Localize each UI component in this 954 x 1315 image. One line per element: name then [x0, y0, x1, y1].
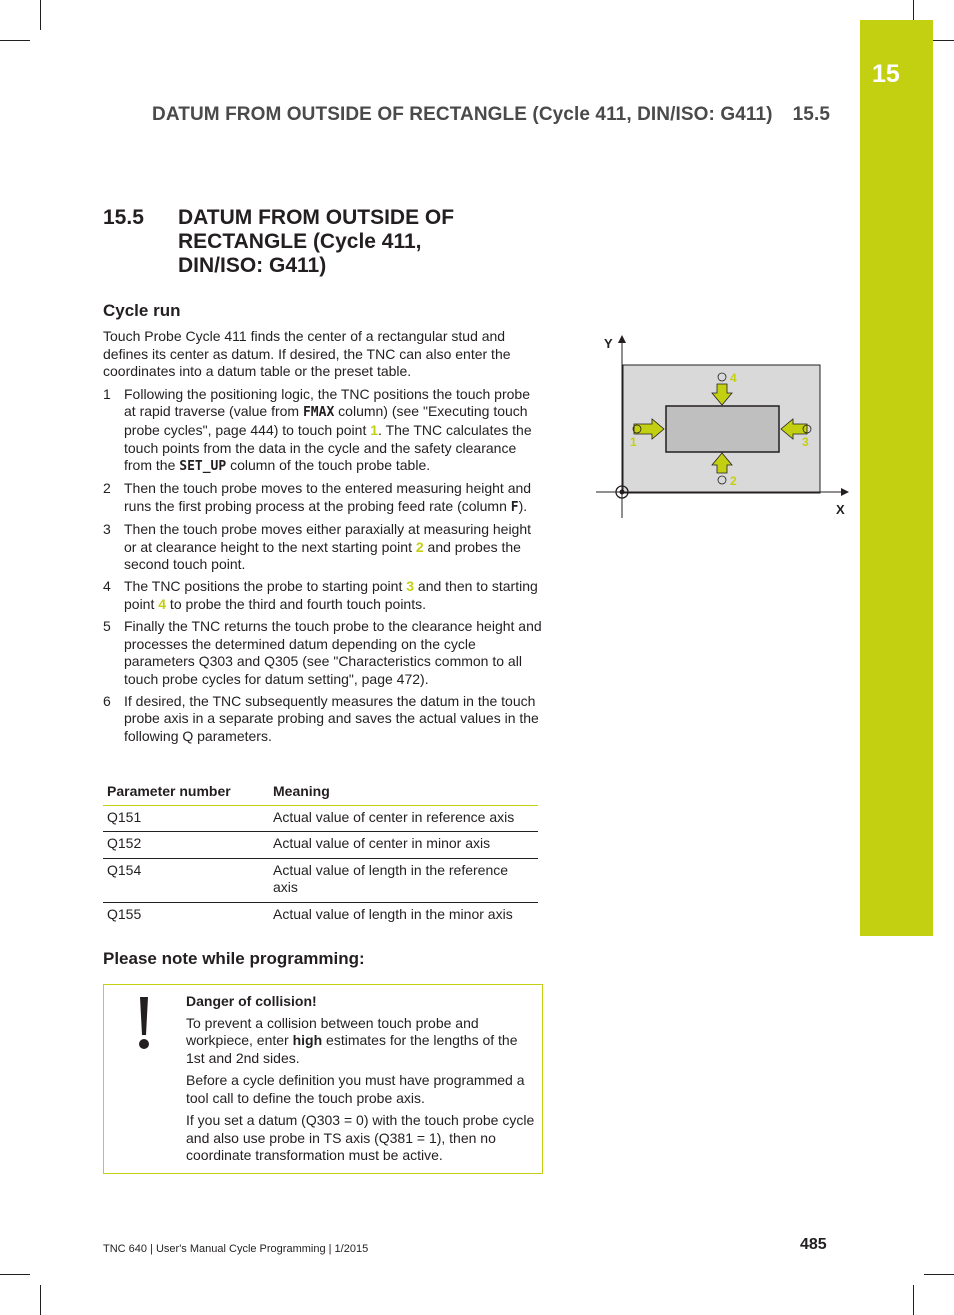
point-label-3: 3 — [802, 435, 809, 449]
step-text: and then to starting point — [124, 578, 538, 612]
keyword: SET_UP — [179, 459, 227, 475]
chapter-number: 15 — [872, 60, 900, 88]
step-text: If desired, the TNC subsequently measures the datum in the touch probe axis in a separate probing and saves the actual values in the following Q parameters. — [124, 692, 539, 744]
table-row — [103, 902, 538, 928]
warning-paragraph: If you set a datum (Q303 = 0) with the touch probe cycle and also use probe in TS axis (Q381 = 1), then no coordinate transformation must be active. — [186, 1112, 535, 1163]
table-cell: Q155 — [107, 905, 142, 922]
step-item — [103, 578, 543, 613]
keyword: FMAX — [302, 405, 335, 421]
step-number: 4 — [103, 578, 111, 595]
step-text: Then the touch probe moves either paraxially at measuring height or at clearance height to the next starting point — [124, 520, 532, 555]
step-item — [103, 618, 543, 688]
emphasis: high — [292, 1032, 323, 1048]
table-cell: Actual value of center in reference axis — [269, 805, 538, 832]
step-text: The TNC positions the probe to starting point — [124, 578, 407, 595]
running-header — [0, 104, 830, 126]
step-text: ). — [518, 497, 528, 514]
footer-text: TNC 640 | User's Manual Cycle Programming | 1/2015 — [103, 1243, 369, 1255]
programming-note-heading: Please note while programming: — [103, 949, 365, 968]
step-item — [103, 693, 543, 746]
point-ref: 2 — [415, 538, 424, 555]
table-cell: Q151 — [103, 805, 269, 832]
x-axis-label: X — [836, 502, 845, 517]
warning-paragraph: Before a cycle definition you must have programmed a tool call to define the touch probe axis. — [186, 1072, 525, 1106]
rectangular-stud — [666, 406, 779, 452]
crop-mark — [0, 40, 30, 41]
step-text: . The TNC calculates the touch points from the data in the cycle and the safety clearance from the — [124, 421, 532, 474]
step-number: 3 — [103, 520, 111, 537]
table-row — [103, 805, 538, 832]
step-number: 2 — [103, 480, 111, 497]
paragraph-text: estimates for the lengths of the 1st and 2nd sides. — [186, 1032, 518, 1066]
table-row — [103, 832, 538, 859]
section-title: DATUM FROM OUTSIDE OF RECTANGLE (Cycle 411, DIN/ISO: G411) — [178, 206, 455, 277]
crop-mark — [0, 1274, 30, 1275]
step-text: column of the touch probe table. — [226, 457, 431, 474]
exclamation-icon — [134, 995, 154, 1051]
warning-text — [186, 993, 536, 1170]
keyword: F — [510, 499, 519, 515]
running-header-title: DATUM FROM OUTSIDE OF RECTANGLE (Cycle 411, DIN/ISO: G411) — [152, 104, 773, 125]
table-cell: Actual value of center in minor axis — [269, 832, 538, 859]
section-number: 15.5 — [103, 206, 144, 229]
crop-mark — [40, 0, 41, 30]
table-cell: Actual value of length in the reference axis — [269, 858, 538, 902]
table-cell: Q152 — [103, 832, 269, 859]
step-item — [103, 480, 543, 516]
step-text: Following the positioning logic, the TNC positions the touch probe at rapid traverse (value from — [124, 385, 530, 420]
warning-title: Danger of collision! — [186, 993, 317, 1009]
crop-mark — [40, 1285, 41, 1315]
step-text: to probe the third and fourth touch points. — [166, 595, 426, 612]
table-row — [103, 858, 538, 902]
running-header-section: 15.5 — [792, 104, 830, 125]
warning-paragraph — [186, 1015, 536, 1068]
point-label-1: 1 — [630, 435, 637, 449]
table-cell: Q154 — [103, 858, 269, 902]
step-text: column) (see "Executing touch probe cycles", page 444) to touch point — [124, 403, 528, 438]
cycle-run-heading: Cycle run — [103, 301, 181, 320]
step-number: 5 — [103, 617, 111, 634]
paragraph-text: To prevent a collision between touch probe and workpiece, enter — [186, 1014, 479, 1048]
divider — [184, 985, 185, 1173]
point-label-4: 4 — [730, 371, 737, 385]
column-header: Meaning — [269, 779, 538, 805]
point-ref: 4 — [158, 595, 167, 612]
probe-diagram — [596, 332, 856, 522]
datum-dot — [620, 490, 625, 495]
chapter-tab — [860, 20, 933, 936]
point-label-2: 2 — [730, 474, 737, 488]
page-number: 485 — [800, 1236, 827, 1253]
point-ref: 3 — [406, 578, 415, 595]
parameter-table — [103, 779, 538, 928]
step-text: Finally the TNC returns the touch probe to the clearance height and processes the determined datum depending on the cycle parameters Q303 and Q305 (see "Characteristics common to all touch probe cycles for datum setting", page 472). — [124, 617, 542, 687]
cycle-run-body — [103, 328, 543, 750]
step-number: 6 — [103, 692, 111, 709]
point-ref: 1 — [370, 421, 379, 438]
column-header: Parameter number — [103, 779, 269, 805]
step-item — [103, 386, 543, 476]
warning-box — [103, 984, 543, 1174]
step-number: 1 — [103, 385, 111, 402]
step-text: and probes the second touch point. — [124, 538, 521, 573]
table-cell: Actual value of length in the minor axis — [273, 905, 513, 922]
step-item — [103, 521, 543, 574]
crop-mark — [924, 1274, 954, 1275]
crop-mark — [913, 1285, 914, 1315]
y-axis-label: Y — [604, 336, 613, 351]
table-header-row — [103, 779, 538, 805]
step-text: Then the touch probe moves to the entered measuring height and runs the first probing process at the probing feed rate (column — [124, 480, 532, 514]
cycle-run-intro: Touch Probe Cycle 411 finds the center of a rectangular stud and defines its center as datum. If desired, the TNC can also enter the coordinates into a datum table or the preset table. — [103, 328, 511, 380]
step-list — [103, 386, 543, 746]
